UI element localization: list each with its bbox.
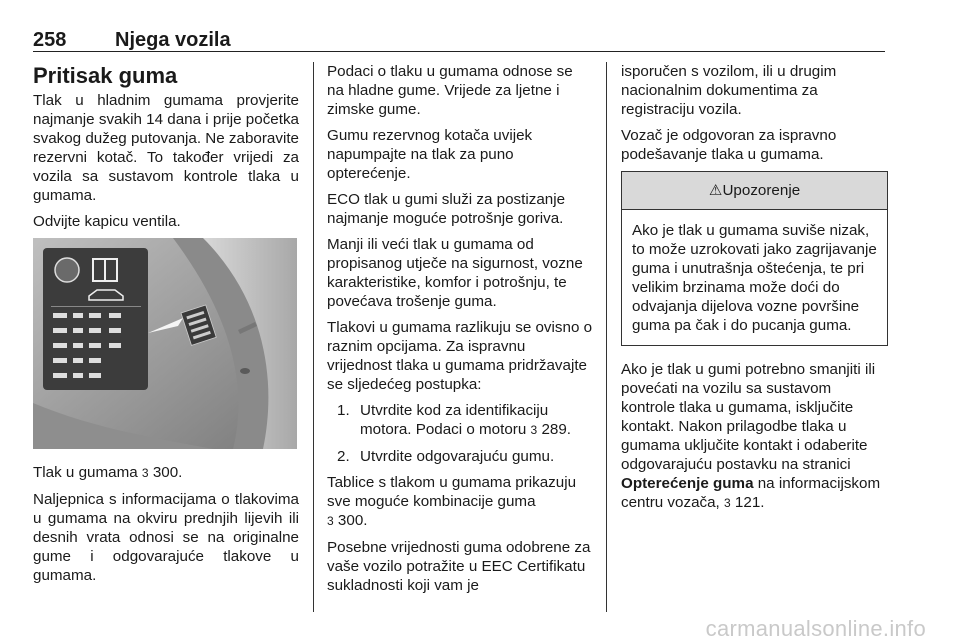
column-divider [606,62,607,612]
section-heading: Pritisak guma [33,63,178,88]
page-ref-icon: 3 [327,514,334,528]
procedure-list [327,401,593,466]
paragraph: Gumu rezervnog kotača uvijek napumpajte na tlak za puno opterećenje. [327,127,533,182]
chapter-title: Njega vozila [115,29,231,51]
paragraph: Tablice s tlakom u gumama prikazuju sve moguće kombinacije guma 3 300. [327,474,577,529]
page-ref-icon: 3 [724,496,731,510]
column-3 [621,62,887,520]
column-divider [313,62,314,612]
paragraph: Ako je tlak u gumi potrebno smanjiti ili povećati na vozilu sa sustavom kontrole tlaka u gumama, isključite kontakt. Nakon prilagodbe tlaka u gumama uključite kontakt i odaberite odgovarajuću postavku na stranici Opterećenje guma na informacijskom centru vozača, 3 121. [621,361,881,511]
page-header [33,29,885,52]
page-ref-icon: 3 [530,423,538,437]
tire-pressure-label-photo [33,238,297,449]
watermark: carmanualsonline.info [705,616,926,641]
paragraph: Tlakovi u gumama razlikuju se ovisno o raznim opcijama. Za ispravnu vrijednost tlaka u gumama pridržavajte se sljedećeg postupka: [327,319,593,393]
paragraph: Manji ili veći tlak u gumama od propisanog utječe na sigurnost, vozne karakteristike, komfor i potrošnju, te povećava trošenje guma. [327,236,583,310]
paragraph: isporučen s vozilom, ili u drugim nacionalnim dokumentima za registraciju vozila. [621,63,837,118]
paragraph: Vozač je odgovoran za ispravno podešavanje tlaka u gumama. [621,127,837,163]
paragraph: Posebne vrijednosti guma odobrene za vaše vozilo potražite u EEC Certifikatu sukladnosti koji vam je [327,539,591,594]
column-1 [33,62,299,592]
paragraph: ECO tlak u gumi služi za postizanje najmanje moguće potrošnje goriva. [327,191,566,227]
page-number: 258 [33,29,67,51]
image-caption: Tlak u gumama 3 300. [33,464,183,481]
paragraph: Odvijte kapicu ventila. [33,213,181,230]
paragraph: Tlak u hladnim gumama provjerite najmanje svakih 14 dana i prije početka svakog dužeg putovanja. Ne zaboravite rezervni kotač. To također vrijedi za vozila sa sustavom kontrole tlaka u gumama. [33,92,299,204]
warning-icon: ⚠ [708,182,723,199]
page-ref-icon: 3 [141,466,149,480]
column-2 [327,62,593,602]
warning-text: Ako je tlak u gumama suviše nizak, to može uzrokovati jako zagrijavanje guma i unutrašnja oštećenja, te pri velikim brzinama može doći do odvajanja dijelova vozne površine guma pa čak i do pucanja guma. [632,222,877,334]
list-item: 1. Utvrdite kod za identifikaciju motora. Podaci o motoru 3 289. [337,402,572,438]
warning-box [621,171,888,346]
paragraph: Naljepnica s informacijama o tlakovima u gumama na okviru prednjih lijevih ili desnih vrata odnosi se na originalne gume i odgovarajuće tlakove u gumama. [33,491,299,584]
list-item: 2. Utvrdite odgovarajuću gumu. [337,448,555,465]
warning-title: ⚠ Upozorenje [622,172,887,210]
paragraph: Podaci o tlaku u gumama odnose se na hladne gume. Vrijede za ljetne i zimske gume. [327,63,573,118]
